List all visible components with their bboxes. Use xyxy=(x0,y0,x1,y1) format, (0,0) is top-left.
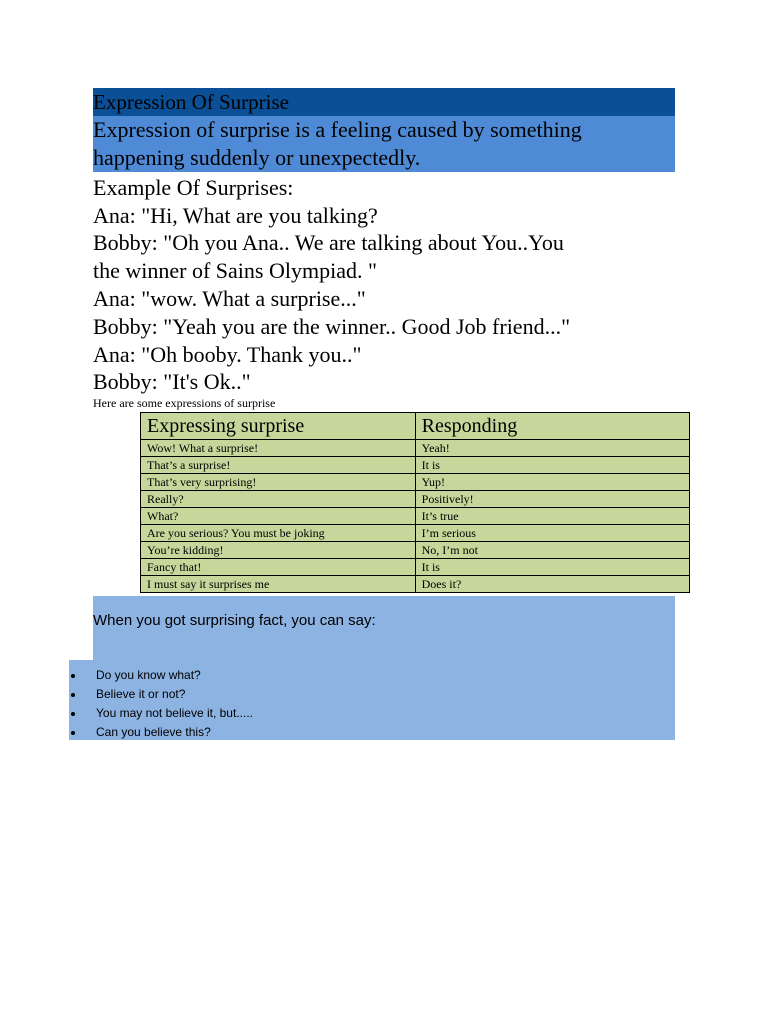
table-row xyxy=(141,491,690,508)
expression-cell: That’s very surprising! xyxy=(141,474,416,491)
expression-cell: What? xyxy=(141,508,416,525)
expression-cell: I must say it surprises me xyxy=(141,576,416,593)
dialogue-line: Ana: "Hi, What are you talking? xyxy=(93,203,378,228)
expression-cell: You’re kidding! xyxy=(141,542,416,559)
fact-list xyxy=(69,666,253,742)
response-cell: It is xyxy=(415,559,689,576)
list-item xyxy=(69,704,253,723)
table-row xyxy=(141,440,690,457)
table-row xyxy=(141,457,690,474)
response-cell: Yup! xyxy=(415,474,689,491)
expressions-table xyxy=(140,412,690,593)
document-title: Expression Of Surprise xyxy=(93,88,675,116)
expression-cell: Are you serious? You must be joking xyxy=(141,525,416,542)
definition-line-1: Expression of surprise is a feeling caused by something xyxy=(93,117,582,142)
dialogue-line: Ana: "wow. What a surprise..." xyxy=(93,286,366,311)
table-row xyxy=(141,474,690,491)
expression-cell: Fancy that! xyxy=(141,559,416,576)
definition-line-2: happening suddenly or unexpectedly. xyxy=(93,145,421,170)
expression-cell: Wow! What a surprise! xyxy=(141,440,416,457)
list-item xyxy=(69,685,253,704)
response-cell: I’m serious xyxy=(415,525,689,542)
dialogue-line: Ana: "Oh booby. Thank you.." xyxy=(93,342,362,367)
response-cell: Yeah! xyxy=(415,440,689,457)
response-cell: It’s true xyxy=(415,508,689,525)
bullet-icon xyxy=(71,693,75,697)
example-heading: Example Of Surprises: xyxy=(93,175,294,200)
expression-cell: Really? xyxy=(141,491,416,508)
list-item-text: You may not believe it, but..... xyxy=(96,706,253,720)
expressions-note: Here are some expressions of surprise xyxy=(93,396,276,410)
dialogue-line: Bobby: "It's Ok.." xyxy=(93,369,251,394)
table-header-row xyxy=(141,413,690,440)
list-item-text: Can you believe this? xyxy=(96,725,211,739)
expression-cell: That’s a surprise! xyxy=(141,457,416,474)
table-row xyxy=(141,559,690,576)
table-row xyxy=(141,542,690,559)
response-cell: Positively! xyxy=(415,491,689,508)
response-cell: It is xyxy=(415,457,689,474)
dialogue-line: Bobby: "Yeah you are the winner.. Good Job friend..." xyxy=(93,314,571,339)
table-row xyxy=(141,508,690,525)
response-cell: Does it? xyxy=(415,576,689,593)
dialogue-line: Bobby: "Oh you Ana.. We are talking about You..You xyxy=(93,230,564,255)
header-responding: Responding xyxy=(415,413,689,440)
list-item-text: Do you know what? xyxy=(96,668,201,682)
table-row xyxy=(141,525,690,542)
fact-intro: When you got surprising fact, you can say: xyxy=(93,612,376,629)
list-item xyxy=(69,723,253,742)
bullet-icon xyxy=(71,674,75,678)
bullet-icon xyxy=(71,731,75,735)
list-item xyxy=(69,666,253,685)
table-row xyxy=(141,576,690,593)
list-item-text: Believe it or not? xyxy=(96,687,186,701)
header-expressing: Expressing surprise xyxy=(141,413,416,440)
response-cell: No, I’m not xyxy=(415,542,689,559)
bullet-icon xyxy=(71,712,75,716)
dialogue-line: the winner of Sains Olympiad. " xyxy=(93,258,377,283)
definition-block xyxy=(93,116,675,172)
